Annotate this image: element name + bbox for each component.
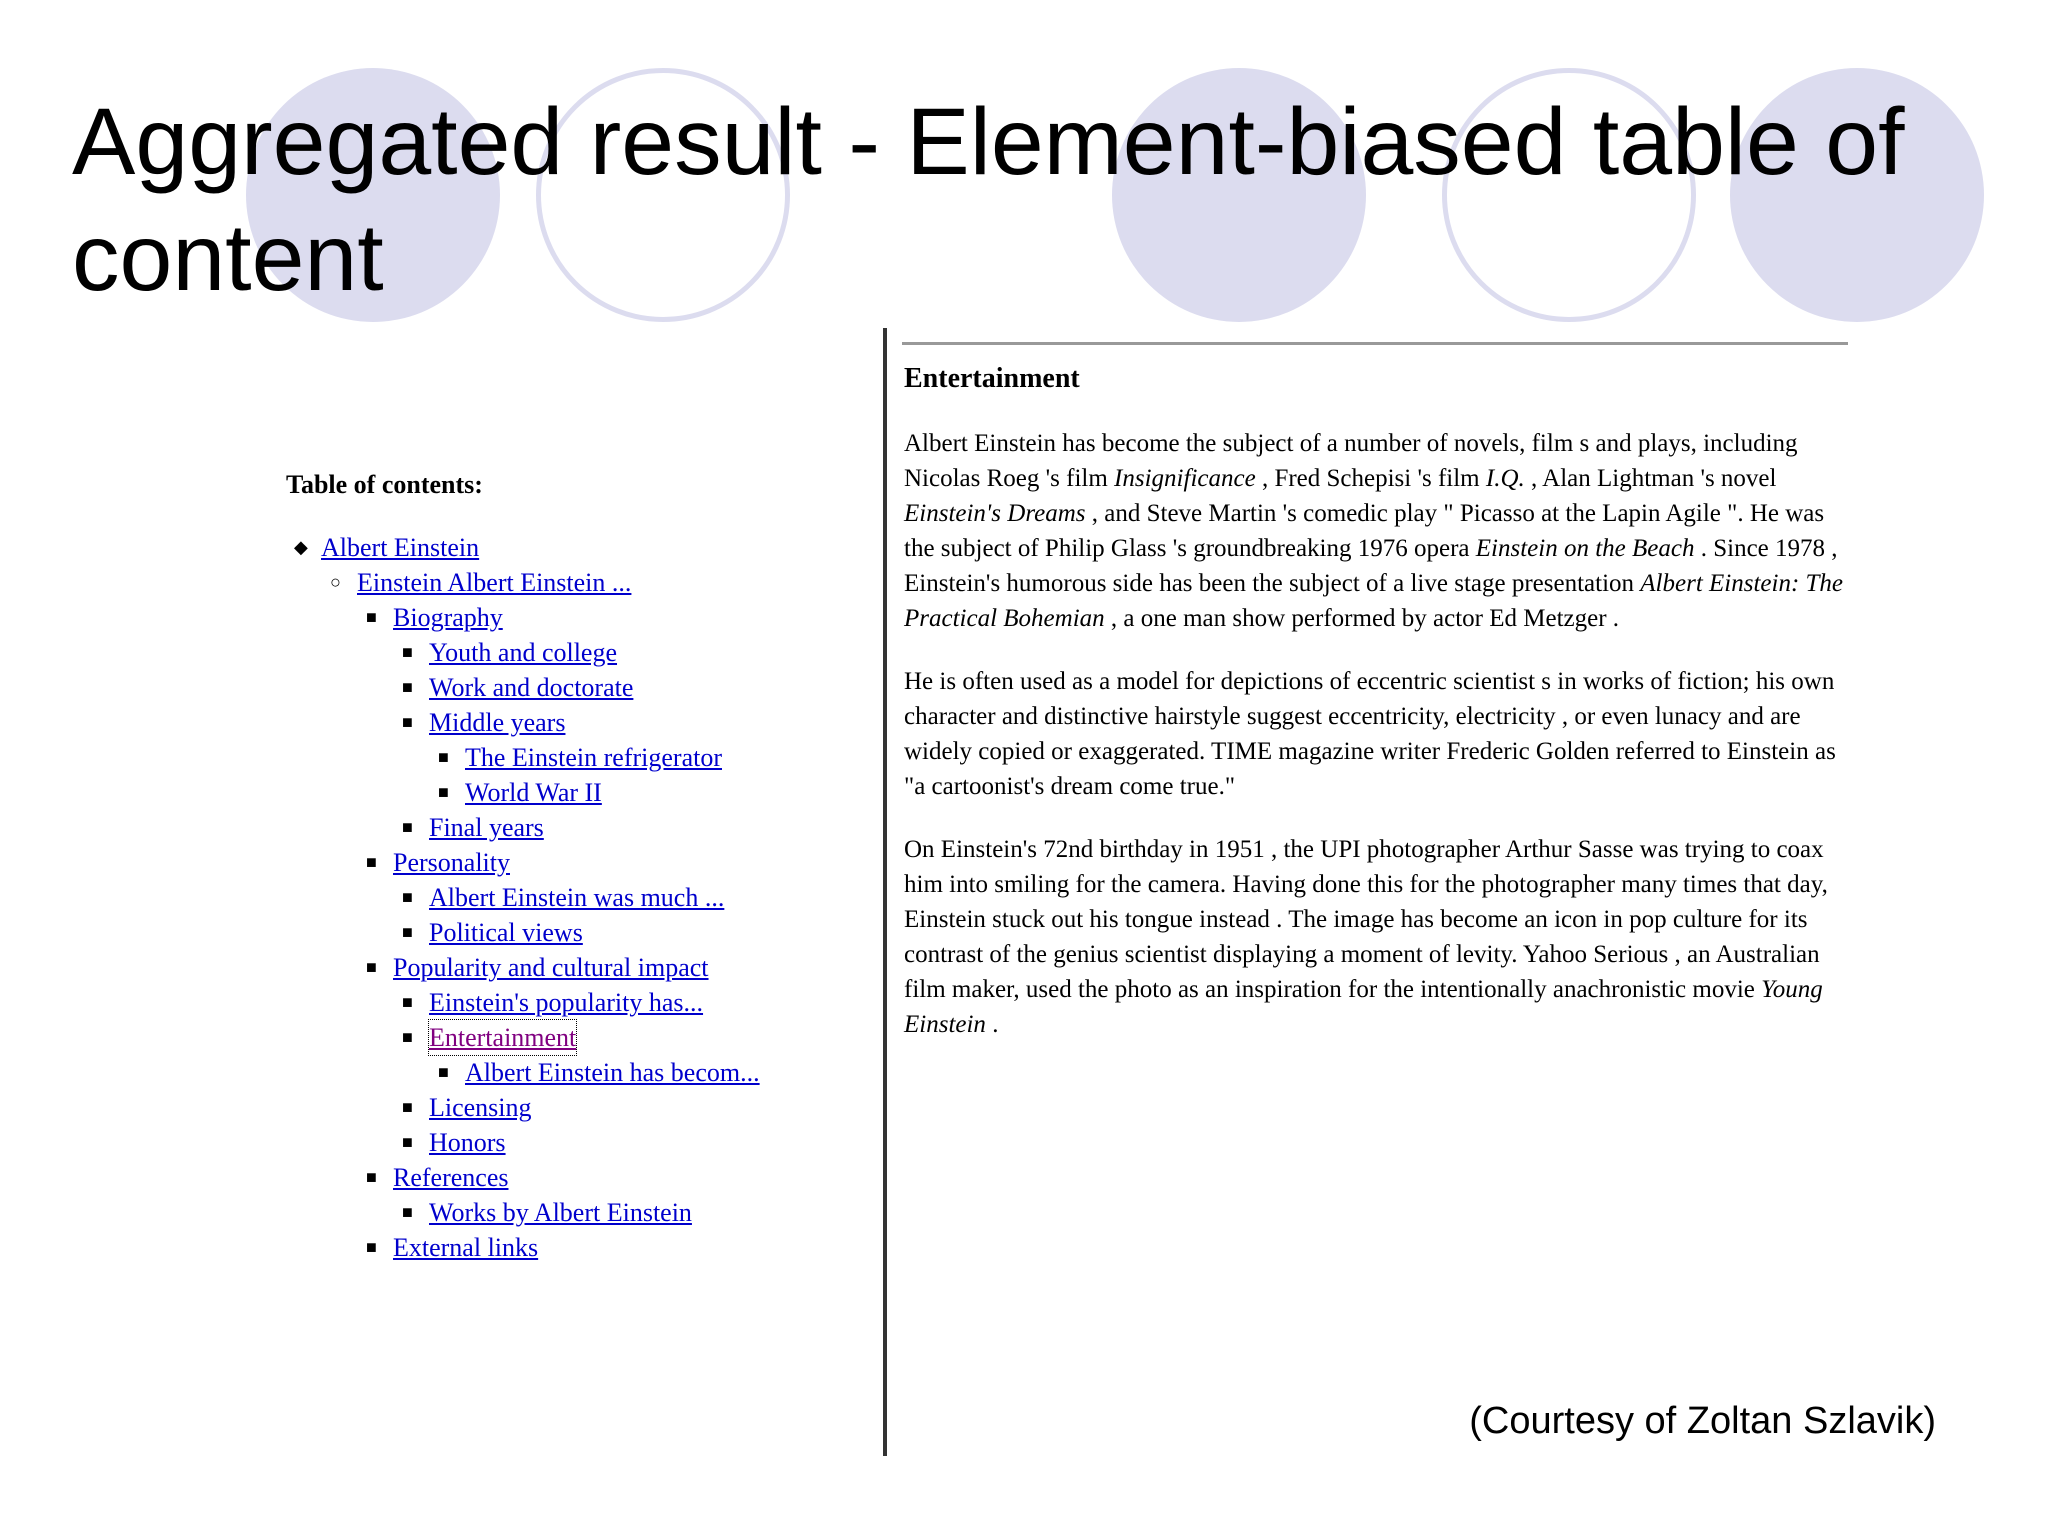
square-bullet-icon: ■ [402,992,413,1012]
toc-item [286,1055,846,1090]
toc-item [286,1125,846,1160]
toc-link[interactable]: References [393,1163,509,1192]
text-run: , Alan Lightman 's novel [1524,465,1777,492]
toc-link[interactable]: Albert Einstein has becom... [465,1058,760,1087]
toc-item [286,530,846,565]
text-run: . Since 1978 , Einstein's humorous side has been the subject of a live stage presentation [904,535,1838,597]
article-paragraph [904,664,1854,804]
square-bullet-icon: ■ [402,677,413,697]
toc-link[interactable]: Honors [429,1128,506,1157]
toc-link[interactable]: Popularity and cultural impact [393,953,709,982]
toc-link[interactable]: Personality [393,848,510,877]
toc-link[interactable]: Einstein Albert Einstein ... [357,568,632,597]
article-paragraph [904,426,1854,636]
toc-item [286,775,846,810]
square-bullet-icon: ■ [438,747,449,767]
toc-link[interactable]: External links [393,1233,539,1262]
toc-list [286,530,846,1265]
toc-item [286,1230,846,1265]
toc-item [286,1090,846,1125]
credit-text: (Courtesy of Zoltan Szlavik) [1469,1400,1936,1442]
slide-title: Aggregated result - Element-biased table of content [72,89,1905,311]
square-bullet-icon: ■ [438,782,449,802]
article-paragraph [904,832,1854,1042]
circle-bullet-icon: ○ [330,572,341,592]
article-heading: Entertainment [904,363,1080,394]
square-bullet-icon: ■ [402,1097,413,1117]
article-panel [904,358,1854,1070]
toc-link[interactable]: Albert Einstein [321,533,480,562]
square-bullet-icon: ■ [366,852,377,872]
toc-item [286,810,846,845]
text-run: On Einstein's 72nd birthday in 1951 , the UPI photographer Arthur Sasse was trying to coax him into smiling for the camera. Having done this for the photographer many times that day, Einstein stuck out his tongue instead . The image has become an icon in pop culture for its contrast of the genius scientist displaying a moment of levity. Yahoo Serious , an Australian film maker, used the photo as an inspiration for the intentionally anachronistic movie [904,836,1828,1003]
toc-link[interactable]: Entertainment [429,1020,576,1055]
toc-item [286,740,846,775]
toc-link[interactable]: Political views [429,918,583,947]
italic-title: Young Einstein [904,976,1823,1038]
text-run: He is often used as a model for depictions of eccentric scientist s in works of fiction; his own character and distinctive hairstyle suggest eccentricity, electricity , or even lunacy and are widely copied or exaggerated. TIME magazine writer Frederic Golden referred to Einstein as "a cartoonist's dream come true." [904,668,1836,800]
square-bullet-icon: ■ [366,1167,377,1187]
toc-item [286,705,846,740]
article-body [904,426,1854,1042]
toc-link[interactable]: Albert Einstein was much ... [429,883,725,912]
italic-title: Albert Einstein: The Practical Bohemian [904,570,1844,632]
square-bullet-icon: ■ [402,642,413,662]
toc-link[interactable]: Einstein's popularity has... [429,988,704,1017]
square-bullet-icon: ■ [438,1062,449,1082]
toc-item [286,1160,846,1195]
square-bullet-icon: ■ [366,957,377,977]
square-bullet-icon: ■ [402,1202,413,1222]
text-run: . [985,1011,999,1038]
toc-item [286,915,846,950]
text-run: , Fred Schepisi 's film [1255,465,1486,492]
toc-heading: Table of contents: [286,470,483,499]
toc-item [286,985,846,1020]
toc-item [286,950,846,985]
toc-item [286,565,846,600]
italic-title: Einstein on the Beach [1475,535,1695,562]
toc-link[interactable]: Works by Albert Einstein [429,1198,692,1227]
square-bullet-icon: ■ [402,922,413,942]
toc-item [286,845,846,880]
square-bullet-icon: ■ [402,1132,413,1152]
square-bullet-icon: ■ [366,607,377,627]
toc-link[interactable]: World War II [465,778,602,807]
text-run: , and Steve Martin 's comedic play " Picasso at the Lapin Agile ". He was the subject of Philip Glass 's groundbreaking 1976 opera [904,500,1825,562]
toc-item [286,600,846,635]
toc-item [286,1020,846,1055]
toc-link[interactable]: The Einstein refrigerator [465,743,722,772]
italic-title: I.Q. [1485,465,1525,492]
toc-link[interactable]: Middle years [429,708,566,737]
toc-item [286,880,846,915]
square-bullet-icon: ■ [402,1027,413,1047]
toc-item [286,635,846,670]
square-bullet-icon: ■ [402,887,413,907]
toc-link[interactable]: Licensing [429,1093,532,1122]
square-bullet-icon: ■ [366,1237,377,1257]
square-bullet-icon: ■ [402,712,413,732]
toc-item [286,1195,846,1230]
toc-link[interactable]: Youth and college [429,638,618,667]
diamond-bullet-icon: ◆ [294,537,308,557]
horizontal-rule [902,342,1848,345]
vertical-divider [883,328,887,1456]
text-run: , a one man show performed by actor Ed Metzger . [1104,605,1620,632]
toc-link[interactable]: Final years [429,813,544,842]
toc-link[interactable]: Work and doctorate [429,673,634,702]
italic-title: Insignificance [1114,465,1256,492]
square-bullet-icon: ■ [402,817,413,837]
italic-title: Einstein's Dreams [904,500,1086,527]
toc-link[interactable]: Biography [393,603,503,632]
toc-panel [286,470,846,1265]
text-run: Albert Einstein has become the subject of a number of novels, film s and plays, including Nicolas Roeg 's film [904,430,1798,492]
toc-item [286,670,846,705]
